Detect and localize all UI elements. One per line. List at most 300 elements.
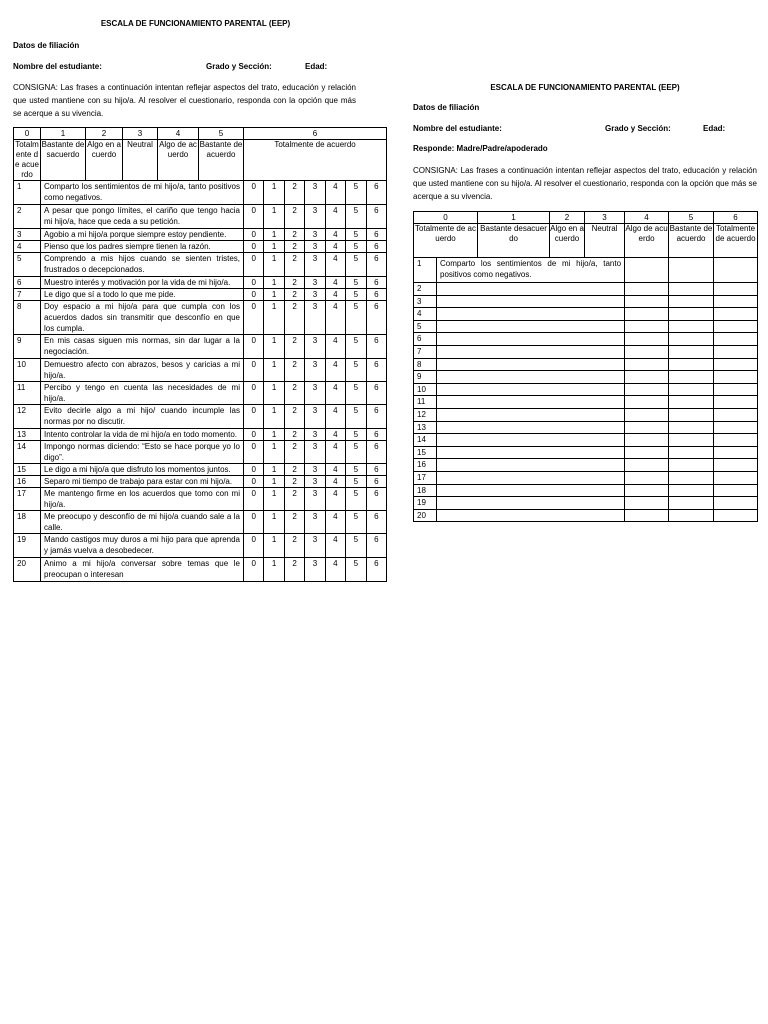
left-item-option-3[interactable]: 3 xyxy=(305,534,325,558)
right-answer-cell[interactable] xyxy=(714,459,758,472)
left-item-row xyxy=(14,534,387,558)
left-item-option-3[interactable]: 3 xyxy=(305,558,325,582)
left-datos-filiacion: Datos de filiación xyxy=(13,41,80,50)
left-item-option-3[interactable]: 3 xyxy=(305,476,325,488)
left-item-text: Animo a mi hijo/a conversar sobre temas que le preocupan o interesan xyxy=(41,558,244,582)
right-answer-cell[interactable] xyxy=(669,371,714,384)
left-item-option-3[interactable]: 3 xyxy=(305,429,325,441)
left-item-option-5[interactable]: 5 xyxy=(346,181,366,205)
left-item-number: 8 xyxy=(14,301,41,335)
left-item-number: 1 xyxy=(14,181,41,205)
left-item-option-6[interactable]: 6 xyxy=(366,534,387,558)
left-item-option-0[interactable]: 0 xyxy=(244,253,264,277)
left-item-option-2[interactable]: 2 xyxy=(284,405,304,429)
right-answer-cell[interactable] xyxy=(714,497,758,510)
left-item-option-1[interactable]: 1 xyxy=(264,335,284,359)
left-item-option-6[interactable]: 6 xyxy=(366,382,387,405)
left-item-option-0[interactable]: 0 xyxy=(244,335,264,359)
right-item-number: 1 xyxy=(414,258,437,283)
left-item-option-2[interactable]: 2 xyxy=(284,441,304,464)
right-answer-text-cell[interactable] xyxy=(437,446,625,459)
right-row-number: 9 xyxy=(414,371,437,384)
right-answer-text-cell[interactable] xyxy=(437,371,625,384)
right-answer-row xyxy=(414,497,758,510)
left-item-row xyxy=(14,277,387,289)
left-title: ESCALA DE FUNCIONAMIENTO PARENTAL (EEP) xyxy=(100,19,291,28)
left-item-option-4[interactable]: 4 xyxy=(325,511,345,534)
left-item-option-3[interactable]: 3 xyxy=(305,359,325,382)
right-row-number: 13 xyxy=(414,421,437,434)
left-item-option-5[interactable]: 5 xyxy=(346,277,366,289)
right-scale-number-0: 0 xyxy=(414,212,478,224)
left-item-option-2[interactable]: 2 xyxy=(284,241,304,253)
right-answer-row xyxy=(414,471,758,484)
right-answer-text-cell[interactable] xyxy=(437,358,625,371)
left-scale-label-2: Algo en acuerdo xyxy=(86,140,123,181)
right-answer-cell[interactable] xyxy=(714,408,758,421)
right-answer-cell[interactable] xyxy=(714,320,758,333)
right-answer-cell[interactable] xyxy=(669,383,714,396)
left-scale-number-4: 4 xyxy=(158,128,199,140)
right-answer-cell[interactable] xyxy=(669,459,714,472)
right-answer-text-cell[interactable] xyxy=(437,509,625,522)
right-answer-cell[interactable] xyxy=(669,509,714,522)
left-item-row xyxy=(14,511,387,534)
left-nombre-label: Nombre del estudiante: xyxy=(13,62,102,71)
left-item-option-6[interactable]: 6 xyxy=(366,277,387,289)
left-item-number: 17 xyxy=(14,488,41,511)
left-item-option-4[interactable]: 4 xyxy=(325,241,345,253)
left-item-text: Pienso que los padres siempre tienen la razón. xyxy=(41,241,244,253)
left-edad-label: Edad: xyxy=(305,62,328,71)
left-item-option-4[interactable]: 4 xyxy=(325,441,345,464)
left-item-option-4[interactable]: 4 xyxy=(325,558,345,582)
right-answer-cell[interactable] xyxy=(714,484,758,497)
right-answer-cell[interactable] xyxy=(714,308,758,321)
left-item-option-0[interactable]: 0 xyxy=(244,464,264,476)
left-item-option-0[interactable]: 0 xyxy=(244,382,264,405)
left-item-row xyxy=(14,335,387,359)
right-answer-cell[interactable] xyxy=(669,308,714,321)
right-item-text: Comparto los sentimientos de mi hijo/a, tanto positivos como negativos. xyxy=(437,258,625,283)
left-item-option-6[interactable]: 6 xyxy=(366,359,387,382)
left-item-option-1[interactable]: 1 xyxy=(264,476,284,488)
left-item-option-3[interactable]: 3 xyxy=(305,301,325,335)
left-item-option-0[interactable]: 0 xyxy=(244,301,264,335)
left-item-option-3[interactable]: 3 xyxy=(305,464,325,476)
left-item-row xyxy=(14,429,387,441)
left-item-option-0[interactable]: 0 xyxy=(244,241,264,253)
left-item-option-0[interactable]: 0 xyxy=(244,359,264,382)
left-item-option-5[interactable]: 5 xyxy=(346,205,366,229)
left-item-option-4[interactable]: 4 xyxy=(325,476,345,488)
left-item-option-0[interactable]: 0 xyxy=(244,511,264,534)
right-answer-text-cell[interactable] xyxy=(437,421,625,434)
right-answer-cell[interactable] xyxy=(714,283,758,296)
right-answer-cell[interactable] xyxy=(625,434,669,447)
right-answer-row xyxy=(414,509,758,522)
right-scale-label-6: Totalmente de acuerdo xyxy=(714,224,758,258)
left-item-option-6[interactable]: 6 xyxy=(366,558,387,582)
left-item-option-1[interactable]: 1 xyxy=(264,382,284,405)
left-item-option-5[interactable]: 5 xyxy=(346,253,366,277)
left-item-option-0[interactable]: 0 xyxy=(244,205,264,229)
left-scale-number-2: 2 xyxy=(86,128,123,140)
left-item-text: Me preocupo y desconfío de mi hijo/a cuando sale a la calle. xyxy=(41,511,244,534)
left-item-option-2[interactable]: 2 xyxy=(284,429,304,441)
right-answer-cell[interactable] xyxy=(669,471,714,484)
right-answer-row xyxy=(414,333,758,346)
left-item-option-0[interactable]: 0 xyxy=(244,289,264,301)
left-item-option-1[interactable]: 1 xyxy=(264,301,284,335)
left-item-option-4[interactable]: 4 xyxy=(325,301,345,335)
right-answer-cell[interactable] xyxy=(714,333,758,346)
left-item-option-2[interactable]: 2 xyxy=(284,301,304,335)
left-item-option-5[interactable]: 5 xyxy=(346,229,366,241)
right-answer-row xyxy=(414,295,758,308)
left-scale-number-6: 6 xyxy=(244,128,387,140)
left-item-option-5[interactable]: 5 xyxy=(346,382,366,405)
left-item-number: 13 xyxy=(14,429,41,441)
left-item-option-3[interactable]: 3 xyxy=(305,253,325,277)
left-item-number: 6 xyxy=(14,277,41,289)
left-item-number: 4 xyxy=(14,241,41,253)
right-answer-cell[interactable] xyxy=(625,320,669,333)
right-answer-row xyxy=(414,283,758,296)
left-item-option-4[interactable]: 4 xyxy=(325,253,345,277)
left-item-option-4[interactable]: 4 xyxy=(325,229,345,241)
left-item-text: Demuestro afecto con abrazos, besos y caricias a mi hijo/a. xyxy=(41,359,244,382)
right-answer-text-cell[interactable] xyxy=(437,295,625,308)
right-answer-cell[interactable] xyxy=(625,497,669,510)
right-answer-cell[interactable] xyxy=(625,446,669,459)
left-item-option-1[interactable]: 1 xyxy=(264,289,284,301)
right-answer-text-cell[interactable] xyxy=(437,459,625,472)
left-item-option-4[interactable]: 4 xyxy=(325,534,345,558)
right-answer-cell[interactable] xyxy=(714,446,758,459)
left-item-option-1[interactable]: 1 xyxy=(264,229,284,241)
right-answer-text-cell[interactable] xyxy=(437,484,625,497)
left-item-text: Comparto los sentimientos de mi hijo/a, tanto positivos como negativos. xyxy=(41,181,244,205)
left-item-option-4[interactable]: 4 xyxy=(325,382,345,405)
right-row-number: 14 xyxy=(414,434,437,447)
left-item-option-6[interactable]: 6 xyxy=(366,464,387,476)
left-item-option-3[interactable]: 3 xyxy=(305,441,325,464)
left-item-option-6[interactable]: 6 xyxy=(366,205,387,229)
left-item-option-0[interactable]: 0 xyxy=(244,558,264,582)
left-item-option-6[interactable]: 6 xyxy=(366,289,387,301)
left-item-option-1[interactable]: 1 xyxy=(264,277,284,289)
right-answer-text-cell[interactable] xyxy=(437,434,625,447)
right-row-number: 20 xyxy=(414,509,437,522)
right-scale-number-2: 2 xyxy=(550,212,585,224)
left-item-option-4[interactable]: 4 xyxy=(325,181,345,205)
left-item-option-5[interactable]: 5 xyxy=(346,429,366,441)
left-item-option-1[interactable]: 1 xyxy=(264,464,284,476)
left-item-option-3[interactable]: 3 xyxy=(305,511,325,534)
left-item-option-2[interactable]: 2 xyxy=(284,382,304,405)
right-answer-cell[interactable] xyxy=(669,396,714,409)
left-item-option-4[interactable]: 4 xyxy=(325,464,345,476)
left-item-option-2[interactable]: 2 xyxy=(284,335,304,359)
right-answer-text-cell[interactable] xyxy=(437,408,625,421)
left-item-option-3[interactable]: 3 xyxy=(305,277,325,289)
left-item-option-3[interactable]: 3 xyxy=(305,289,325,301)
right-answer-cell[interactable] xyxy=(714,434,758,447)
left-item-text: Separo mi tiempo de trabajo para estar con mi hijo/a. xyxy=(41,476,244,488)
left-item-option-1[interactable]: 1 xyxy=(264,359,284,382)
left-item-option-2[interactable]: 2 xyxy=(284,181,304,205)
left-item-number: 3 xyxy=(14,229,41,241)
left-item-option-5[interactable]: 5 xyxy=(346,488,366,511)
left-item-option-5[interactable]: 5 xyxy=(346,301,366,335)
left-item-option-2[interactable]: 2 xyxy=(284,253,304,277)
right-answer-cell[interactable] xyxy=(669,295,714,308)
left-item-option-1[interactable]: 1 xyxy=(264,241,284,253)
left-item-option-5[interactable]: 5 xyxy=(346,476,366,488)
right-answer-text-cell[interactable] xyxy=(437,396,625,409)
left-item-option-0[interactable]: 0 xyxy=(244,181,264,205)
right-scale-label-row xyxy=(414,224,758,258)
left-item-option-2[interactable]: 2 xyxy=(284,558,304,582)
left-item-option-6[interactable]: 6 xyxy=(366,405,387,429)
left-item-option-5[interactable]: 5 xyxy=(346,534,366,558)
right-answer-text-cell[interactable] xyxy=(437,283,625,296)
right-answer-cell[interactable] xyxy=(625,345,669,358)
left-item-option-2[interactable]: 2 xyxy=(284,359,304,382)
left-item-option-5[interactable]: 5 xyxy=(346,241,366,253)
right-row-number: 16 xyxy=(414,459,437,472)
left-item-option-5[interactable]: 5 xyxy=(346,405,366,429)
right-answer-cell[interactable] xyxy=(669,484,714,497)
right-answer-cell[interactable] xyxy=(625,383,669,396)
left-item-number: 15 xyxy=(14,464,41,476)
left-item-option-5[interactable]: 5 xyxy=(346,558,366,582)
left-item-option-4[interactable]: 4 xyxy=(325,359,345,382)
right-answer-cell[interactable] xyxy=(669,358,714,371)
right-answer-cell[interactable] xyxy=(714,396,758,409)
left-item-option-2[interactable]: 2 xyxy=(284,205,304,229)
left-item-option-1[interactable]: 1 xyxy=(264,405,284,429)
left-item-option-3[interactable]: 3 xyxy=(305,205,325,229)
right-answer-cell[interactable] xyxy=(625,396,669,409)
left-item-option-0[interactable]: 0 xyxy=(244,229,264,241)
right-answer-text-cell[interactable] xyxy=(437,333,625,346)
left-item-option-2[interactable]: 2 xyxy=(284,511,304,534)
left-item-option-2[interactable]: 2 xyxy=(284,289,304,301)
right-answer-cell[interactable] xyxy=(625,295,669,308)
right-answer-cell[interactable] xyxy=(714,371,758,384)
right-answer-text-cell[interactable] xyxy=(437,345,625,358)
right-answer-text-cell[interactable] xyxy=(437,320,625,333)
left-item-option-0[interactable]: 0 xyxy=(244,488,264,511)
right-answer-cell[interactable] xyxy=(625,421,669,434)
right-edad-label: Edad: xyxy=(703,124,726,133)
left-item-row xyxy=(14,476,387,488)
right-answer-text-cell[interactable] xyxy=(437,383,625,396)
right-answer-cell[interactable] xyxy=(669,497,714,510)
left-item-option-5[interactable]: 5 xyxy=(346,441,366,464)
left-item-option-1[interactable]: 1 xyxy=(264,534,284,558)
left-item-option-4[interactable]: 4 xyxy=(325,488,345,511)
left-item-text: Muestro interés y motivación por la vida de mi hijo/a. xyxy=(41,277,244,289)
left-item-option-6[interactable]: 6 xyxy=(366,488,387,511)
left-item-option-6[interactable]: 6 xyxy=(366,229,387,241)
left-item-option-4[interactable]: 4 xyxy=(325,335,345,359)
left-item-option-3[interactable]: 3 xyxy=(305,488,325,511)
left-item-row xyxy=(14,405,387,429)
left-item-row xyxy=(14,359,387,382)
right-answer-row xyxy=(414,371,758,384)
right-answer-cell[interactable] xyxy=(669,446,714,459)
right-responde-label: Responde: Madre/Padre/apoderado xyxy=(413,144,548,153)
left-item-option-4[interactable]: 4 xyxy=(325,429,345,441)
right-scale-label-5: Bastante de acuerdo xyxy=(669,224,714,258)
right-scale-number-4: 4 xyxy=(625,212,669,224)
left-item-option-2[interactable]: 2 xyxy=(284,229,304,241)
right-answer-cell[interactable] xyxy=(714,358,758,371)
right-row-number: 4 xyxy=(414,308,437,321)
left-item-number: 5 xyxy=(14,253,41,277)
right-answer-cell[interactable] xyxy=(714,345,758,358)
right-row-number: 10 xyxy=(414,383,437,396)
left-item-option-1[interactable]: 1 xyxy=(264,429,284,441)
left-item-option-6[interactable]: 6 xyxy=(366,335,387,359)
right-row-number: 7 xyxy=(414,345,437,358)
right-scale-label-3: Neutral xyxy=(585,224,625,258)
right-answer-text-cell[interactable] xyxy=(437,308,625,321)
right-answer-cell[interactable] xyxy=(714,421,758,434)
left-item-option-0[interactable]: 0 xyxy=(244,534,264,558)
right-answer-cell[interactable] xyxy=(669,258,714,283)
right-answer-cell[interactable] xyxy=(714,509,758,522)
right-answer-cell[interactable] xyxy=(625,408,669,421)
left-item-option-1[interactable]: 1 xyxy=(264,181,284,205)
left-item-row xyxy=(14,464,387,476)
left-item-option-0[interactable]: 0 xyxy=(244,429,264,441)
right-row-number: 19 xyxy=(414,497,437,510)
right-scale-number-3: 3 xyxy=(585,212,625,224)
left-item-option-2[interactable]: 2 xyxy=(284,277,304,289)
right-answer-row xyxy=(414,345,758,358)
left-item-option-6[interactable]: 6 xyxy=(366,181,387,205)
left-item-option-6[interactable]: 6 xyxy=(366,441,387,464)
right-answer-row xyxy=(414,308,758,321)
left-item-option-5[interactable]: 5 xyxy=(346,289,366,301)
left-item-option-1[interactable]: 1 xyxy=(264,558,284,582)
left-item-option-6[interactable]: 6 xyxy=(366,241,387,253)
left-item-option-1[interactable]: 1 xyxy=(264,511,284,534)
left-item-option-5[interactable]: 5 xyxy=(346,335,366,359)
left-item-number: 14 xyxy=(14,441,41,464)
left-item-option-5[interactable]: 5 xyxy=(346,511,366,534)
right-scale-number-5: 5 xyxy=(669,212,714,224)
right-answer-cell[interactable] xyxy=(714,383,758,396)
left-item-option-4[interactable]: 4 xyxy=(325,289,345,301)
left-item-option-5[interactable]: 5 xyxy=(346,359,366,382)
left-item-row xyxy=(14,488,387,511)
right-answer-cell[interactable] xyxy=(625,258,669,283)
right-answer-cell[interactable] xyxy=(625,484,669,497)
right-answer-cell[interactable] xyxy=(625,371,669,384)
left-scale-label-3: Neutral xyxy=(123,140,158,181)
left-item-option-4[interactable]: 4 xyxy=(325,205,345,229)
left-item-option-0[interactable]: 0 xyxy=(244,441,264,464)
left-item-option-3[interactable]: 3 xyxy=(305,382,325,405)
left-scale-label-1: Bastante desacuerdo xyxy=(41,140,86,181)
left-scale-number-0: 0 xyxy=(14,128,41,140)
right-answer-cell[interactable] xyxy=(669,283,714,296)
right-answer-cell[interactable] xyxy=(625,459,669,472)
right-answer-cell[interactable] xyxy=(714,258,758,283)
left-item-option-2[interactable]: 2 xyxy=(284,464,304,476)
left-item-number: 20 xyxy=(14,558,41,582)
left-item-option-3[interactable]: 3 xyxy=(305,229,325,241)
left-item-option-1[interactable]: 1 xyxy=(264,253,284,277)
right-answer-text-cell[interactable] xyxy=(437,471,625,484)
left-item-text: Le digo que sí a todo lo que me pide. xyxy=(41,289,244,301)
left-item-option-1[interactable]: 1 xyxy=(264,488,284,511)
right-answer-cell[interactable] xyxy=(669,320,714,333)
right-answer-cell[interactable] xyxy=(714,471,758,484)
right-scale-label-1: Bastante desacuerdo xyxy=(478,224,550,258)
right-answer-cell[interactable] xyxy=(625,509,669,522)
left-item-option-4[interactable]: 4 xyxy=(325,277,345,289)
left-item-option-2[interactable]: 2 xyxy=(284,534,304,558)
left-item-option-2[interactable]: 2 xyxy=(284,476,304,488)
right-answer-cell[interactable] xyxy=(669,333,714,346)
left-item-option-6[interactable]: 6 xyxy=(366,511,387,534)
right-answer-cell[interactable] xyxy=(625,333,669,346)
right-answer-cell[interactable] xyxy=(669,408,714,421)
left-item-option-4[interactable]: 4 xyxy=(325,405,345,429)
left-item-option-3[interactable]: 3 xyxy=(305,241,325,253)
left-item-option-6[interactable]: 6 xyxy=(366,301,387,335)
left-item-option-1[interactable]: 1 xyxy=(264,205,284,229)
left-item-option-0[interactable]: 0 xyxy=(244,476,264,488)
left-item-option-0[interactable]: 0 xyxy=(244,277,264,289)
left-item-option-6[interactable]: 6 xyxy=(366,476,387,488)
left-item-option-6[interactable]: 6 xyxy=(366,429,387,441)
right-answer-cell[interactable] xyxy=(625,471,669,484)
right-answer-cell[interactable] xyxy=(625,308,669,321)
right-answer-cell[interactable] xyxy=(625,358,669,371)
right-answer-cell[interactable] xyxy=(669,421,714,434)
left-item-option-3[interactable]: 3 xyxy=(305,181,325,205)
right-answer-text-cell[interactable] xyxy=(437,497,625,510)
left-item-option-6[interactable]: 6 xyxy=(366,253,387,277)
left-item-option-0[interactable]: 0 xyxy=(244,405,264,429)
right-answer-row xyxy=(414,446,758,459)
right-scale-label-0: Totalmente de acuerdo xyxy=(414,224,478,258)
left-item-number: 12 xyxy=(14,405,41,429)
right-scale-number-1: 1 xyxy=(478,212,550,224)
left-item-option-3[interactable]: 3 xyxy=(305,335,325,359)
left-item-option-3[interactable]: 3 xyxy=(305,405,325,429)
left-item-number: 11 xyxy=(14,382,41,405)
right-answer-cell[interactable] xyxy=(669,434,714,447)
left-grado-label: Grado y Sección: xyxy=(206,62,272,71)
right-answer-cell[interactable] xyxy=(625,283,669,296)
left-item-number: 19 xyxy=(14,534,41,558)
right-answer-row xyxy=(414,484,758,497)
right-answer-cell[interactable] xyxy=(669,345,714,358)
left-item-option-2[interactable]: 2 xyxy=(284,488,304,511)
right-row-number: 11 xyxy=(414,396,437,409)
left-item-option-5[interactable]: 5 xyxy=(346,464,366,476)
right-answer-cell[interactable] xyxy=(714,295,758,308)
left-item-option-1[interactable]: 1 xyxy=(264,441,284,464)
